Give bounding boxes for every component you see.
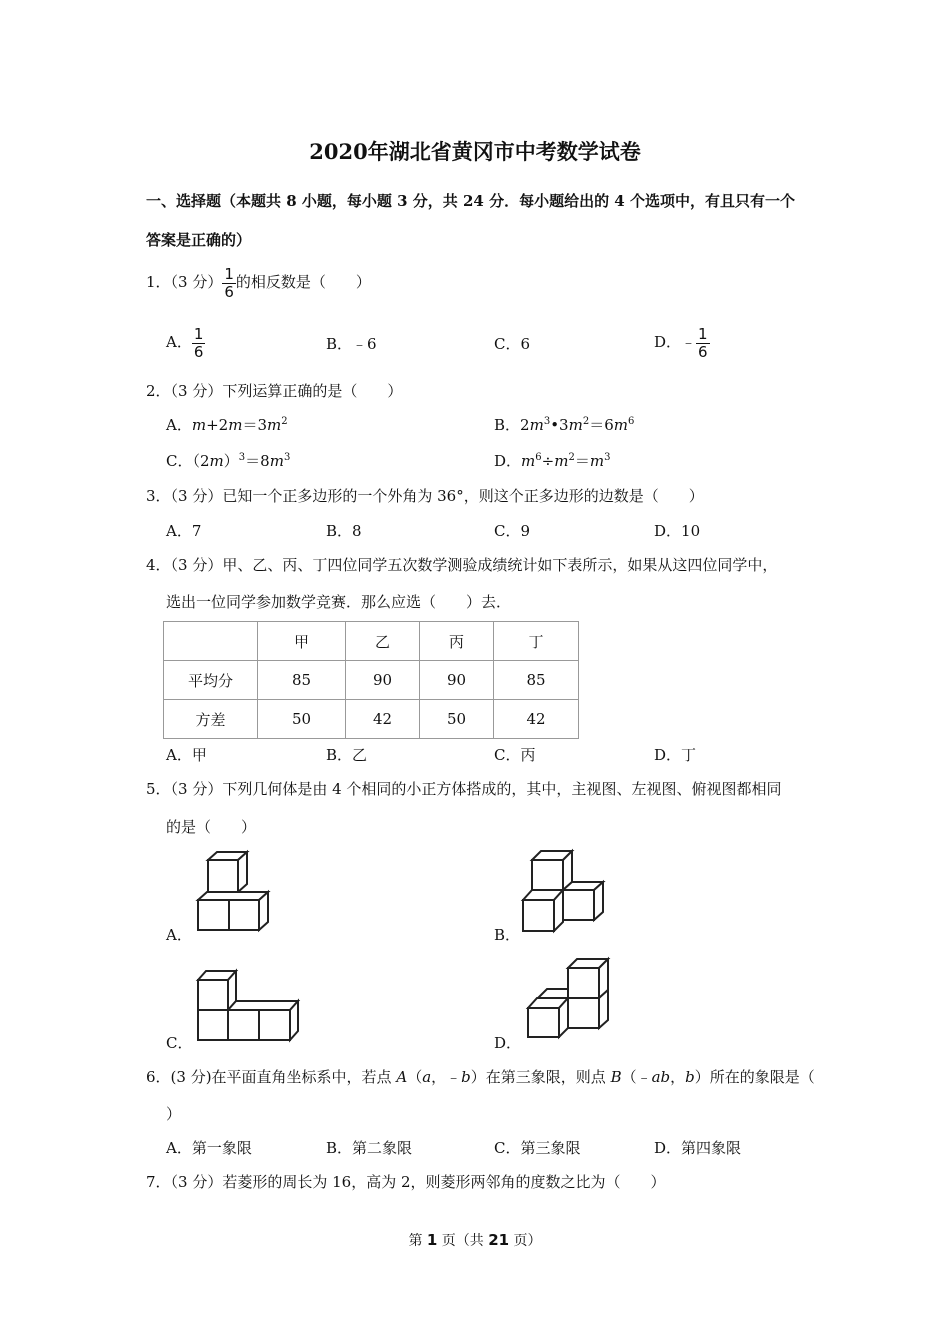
question-number: 1．（3 分） (146, 273, 223, 291)
page-footer: 第 1 页（共 21 页） (408, 1231, 542, 1249)
q4-option-a: A．甲 (166, 746, 207, 764)
q1-option-c: C．6 (494, 335, 531, 353)
question-6: 6．(3 分)在平面直角坐标系中，若点 A（a，﹣b）在第三象限，则点 B（﹣ab，b）所在的象限是（ (146, 1068, 815, 1086)
question-stem: 的相反数是（ ） (235, 273, 371, 291)
q5-option-c: C． (166, 1034, 193, 1052)
q6-option-c: C．第三象限 (494, 1139, 581, 1157)
score-table (163, 621, 579, 739)
q4-option-d: D．丁 (654, 746, 697, 764)
table-row: 方差 50 42 50 42 (164, 700, 579, 739)
page-title: 2020年湖北省黄冈市中考数学试卷 (309, 139, 641, 164)
q2-option-c: C．$(2m)^3=8m^3$ (166, 452, 291, 470)
q2-option-a: A．$m+2m=3m^2$ (166, 416, 288, 434)
question-5-cont: 的是（ ） (166, 818, 257, 836)
q3-option-d: D．10 (654, 522, 701, 540)
cube-figure-d (520, 954, 615, 1044)
q4-option-b: B．乙 (326, 746, 368, 764)
q2-option-b: B．$2m^3•3m^2=6m^6$ (494, 416, 635, 434)
section-heading: 一、选择题（本题共 8 小题，每小题 3 分，共 24 分．每小题给出的 4 个选项中，有且只有一个 (146, 192, 795, 210)
question-5: 5．（3 分）下列几何体是由 4 个相同的小正方体搭成的，其中，主视图、左视图、俯视图都相同 (146, 780, 782, 798)
question-1 (146, 262, 371, 302)
cube-figure-c (190, 966, 305, 1046)
fraction: $\frac{1}{6}$ (224, 264, 234, 301)
question-6-cont: ） (166, 1105, 182, 1123)
q1-option-a: A． $\frac{1}{6}$ (166, 324, 204, 361)
q4-option-c: C．丙 (494, 746, 536, 764)
table-header-row: 甲 乙 丙 丁 (164, 622, 579, 661)
q2-option-d: D．$m^6\div m^2=m^3$ (494, 452, 611, 470)
q6-option-d: D．第四象限 (654, 1139, 742, 1157)
cube-figure-a (190, 848, 280, 938)
question-2: 2．（3 分）下列运算正确的是（ ） (146, 382, 403, 400)
q6-option-a: A．第一象限 (166, 1139, 252, 1157)
q3-option-a: A．7 (166, 522, 202, 540)
q3-option-c: C．9 (494, 522, 531, 540)
q3-option-b: B．8 (326, 522, 362, 540)
question-7: 7．（3 分）若菱形的周长为 16，高为 2，则菱形两邻角的度数之比为（ ） (146, 1173, 666, 1191)
q1-option-b: B．﹣6 (326, 335, 377, 353)
question-3: 3．（3 分）已知一个正多边形的一个外角为 36°，则这个正多边形的边数是（ ） (146, 487, 704, 505)
section-heading-cont: 答案是正确的） (146, 231, 252, 249)
q5-option-d: D． (494, 1034, 522, 1052)
cube-figure-b (518, 846, 613, 936)
q1-option-d: D．﹣ $\frac{1}{6}$ (654, 324, 708, 361)
question-4: 4．（3 分）甲、乙、丙、丁四位同学五次数学测验成绩统计如下表所示，如果从这四位同学中， (146, 556, 778, 574)
q6-option-b: B．第二象限 (326, 1139, 413, 1157)
table-row: 平均分 85 90 90 85 (164, 661, 579, 700)
question-4-cont: 选出一位同学参加数学竞赛．那么应选（ ）去． (166, 593, 512, 611)
q5-option-a: A． (166, 926, 192, 944)
q5-option-b: B． (494, 926, 521, 944)
